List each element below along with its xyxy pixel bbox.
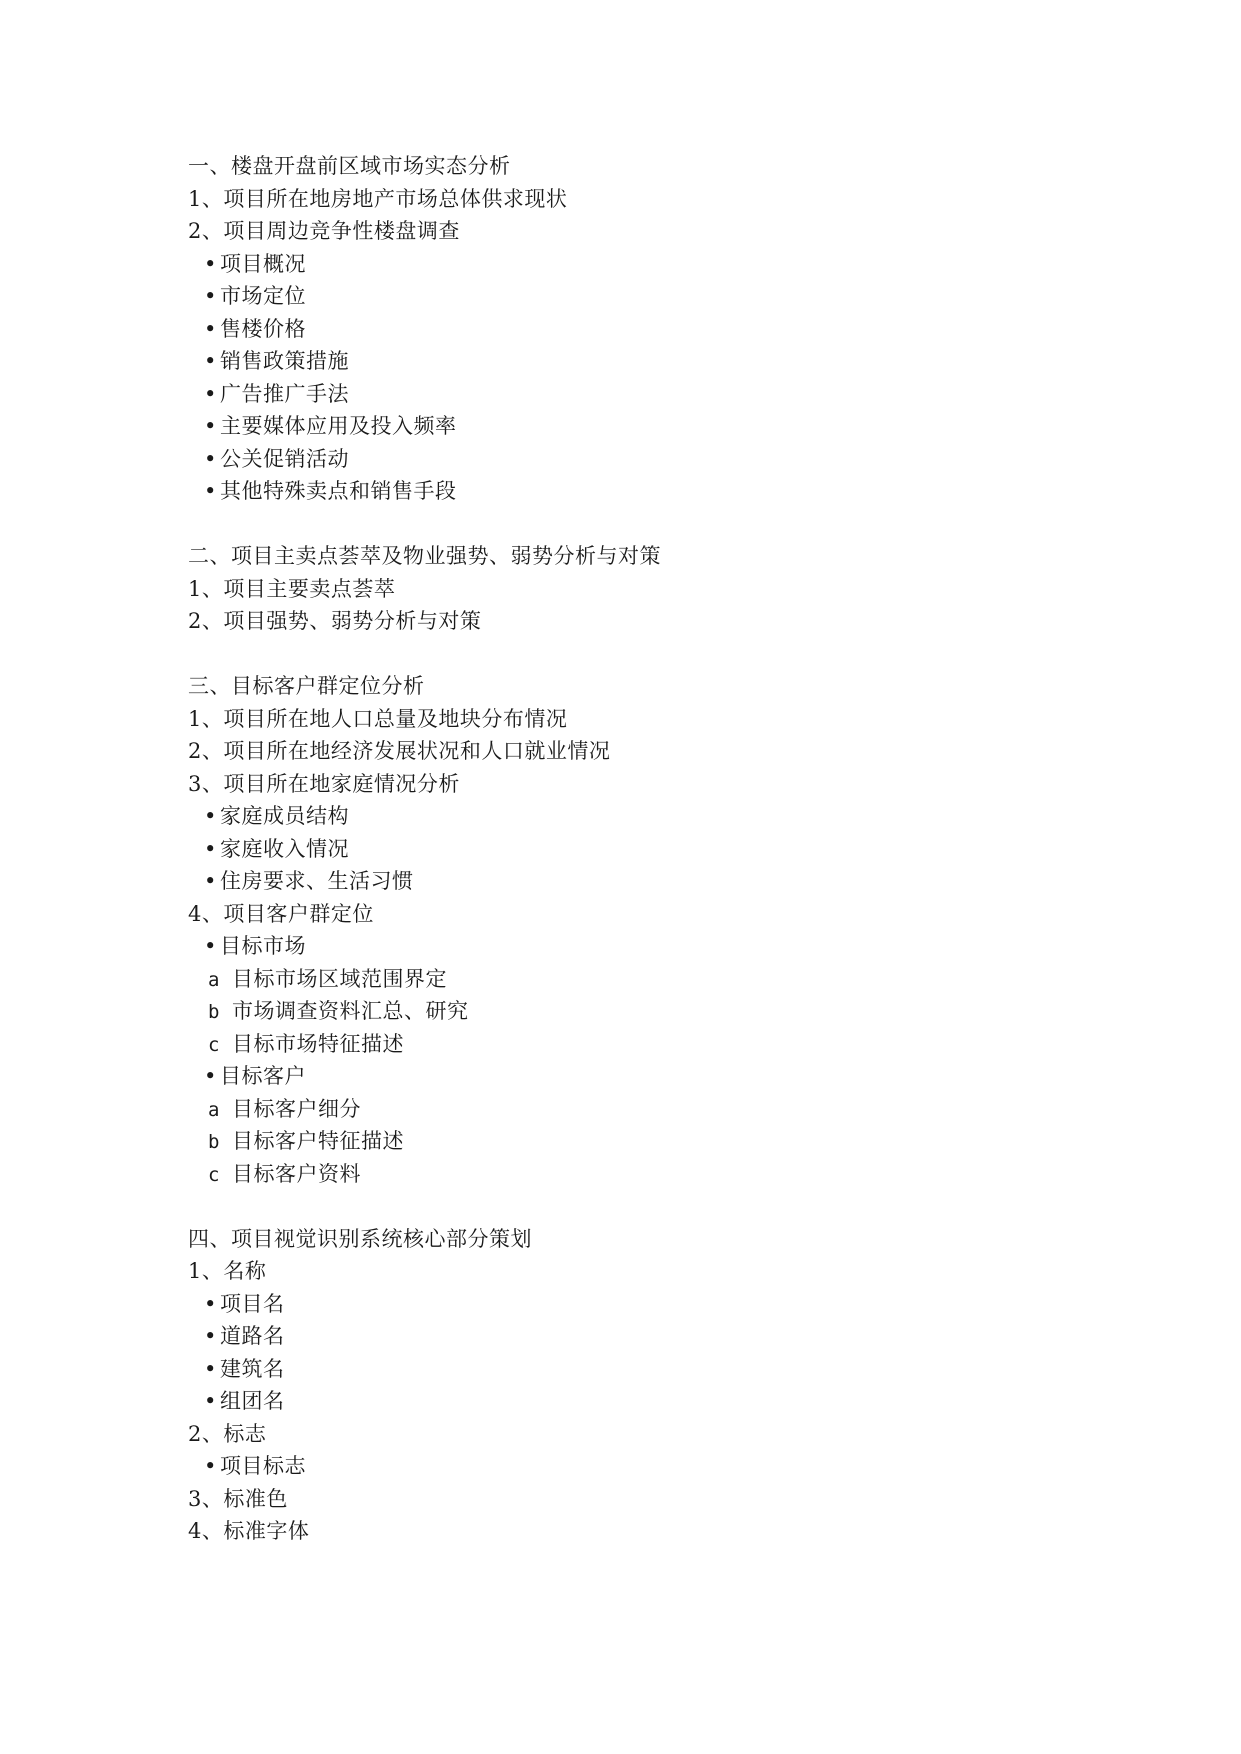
item-letter: c: [208, 1163, 220, 1186]
bullet-item-text: 市场定位: [220, 284, 306, 308]
bullet-item-text: 目标客户: [220, 1064, 306, 1088]
bullet-icon: •: [204, 804, 217, 828]
bullet-icon: •: [204, 316, 217, 341]
section-heading: 一、楼盘开盘前区域市场实态分析: [188, 154, 511, 178]
bullet-item-text: 售楼价格: [220, 316, 306, 341]
lettered-item: [188, 1125, 1088, 1158]
bullet-item-text: 道路名: [220, 1324, 285, 1348]
lettered-item: [188, 1158, 1088, 1191]
numbered-item: 4、标准字体: [188, 1519, 310, 1543]
bullet-item: [188, 410, 1088, 443]
bullet-item-text: 家庭成员结构: [220, 804, 349, 828]
section-heading: 四、项目视觉识别系统核心部分策划: [188, 1226, 532, 1251]
numbered-item: 1、项目所在地人口总量及地块分布情况: [188, 706, 568, 731]
bullet-item-text: 家庭收入情况: [220, 836, 349, 861]
numbered-item: 2、项目强势、弱势分析与对策: [188, 609, 482, 633]
numbered-item: 3、项目所在地家庭情况分析: [188, 771, 460, 796]
bullet-icon: •: [204, 1454, 217, 1478]
item-letter: b: [208, 1131, 220, 1153]
lettered-item: [188, 963, 1088, 996]
bullet-item: [188, 313, 1088, 346]
numbered-item: 2、标志: [188, 1421, 267, 1446]
bullet-icon: •: [204, 1291, 217, 1316]
bullet-icon: •: [204, 414, 217, 438]
lettered-item: [188, 1028, 1088, 1061]
lettered-item: [188, 995, 1088, 1028]
bullet-item-text: 建筑名: [220, 1356, 285, 1381]
bullet-item: [188, 833, 1088, 866]
bullet-item: [188, 930, 1088, 963]
bullet-item-text: 公关促销活动: [220, 446, 349, 471]
bullet-item: [188, 378, 1088, 411]
bullet-icon: •: [204, 446, 217, 471]
section-heading: 二、项目主卖点荟萃及物业强势、弱势分析与对策: [188, 544, 661, 568]
bullet-item: [188, 1060, 1088, 1093]
lettered-item-text: 市场调查资料汇总、研究: [232, 999, 469, 1023]
bullet-item: [188, 800, 1088, 833]
bullet-item: [188, 345, 1088, 378]
bullet-icon: •: [204, 349, 217, 373]
item-letter: a: [208, 1098, 220, 1121]
bullet-icon: •: [204, 1389, 217, 1413]
bullet-item: [188, 1450, 1088, 1483]
bullet-item-text: 项目名: [220, 1291, 285, 1316]
lettered-item-text: 目标市场特征描述: [232, 1031, 404, 1056]
bullet-item-text: 组团名: [220, 1389, 285, 1413]
bullet-item: [188, 248, 1088, 281]
bullet-item-text: 主要媒体应用及投入频率: [220, 414, 457, 438]
bullet-item: [188, 1320, 1088, 1353]
bullet-item: [188, 475, 1088, 508]
numbered-item: 3、标准色: [188, 1486, 288, 1511]
bullet-icon: •: [204, 1324, 217, 1348]
lettered-item-text: 目标客户特征描述: [232, 1129, 404, 1153]
bullet-item: [188, 280, 1088, 313]
bullet-icon: •: [204, 836, 217, 861]
numbered-item: 1、项目所在地房地产市场总体供求现状: [188, 186, 568, 211]
bullet-item-text: 项目概况: [220, 251, 306, 276]
section-spacer: [188, 638, 1088, 671]
bullet-icon: •: [204, 869, 217, 893]
bullet-item: [188, 1385, 1088, 1418]
lettered-item-text: 目标客户细分: [232, 1096, 361, 1121]
bullet-icon: •: [204, 934, 217, 958]
bullet-icon: •: [204, 1356, 217, 1381]
bullet-item-text: 住房要求、生活习惯: [220, 869, 414, 893]
lettered-item-text: 目标市场区域范围界定: [232, 966, 447, 991]
numbered-item: 2、项目所在地经济发展状况和人口就业情况: [188, 739, 611, 763]
bullet-item-text: 项目标志: [220, 1454, 306, 1478]
section-heading: 三、目标客户群定位分析: [188, 674, 425, 698]
bullet-item: [188, 1288, 1088, 1321]
numbered-item: 4、项目客户群定位: [188, 901, 374, 926]
bullet-item-text: 销售政策措施: [220, 349, 349, 373]
bullet-item: [188, 865, 1088, 898]
bullet-icon: •: [204, 251, 217, 276]
bullet-item-text: 广告推广手法: [220, 381, 349, 406]
document-outline: [188, 150, 1088, 1548]
item-letter: a: [208, 968, 220, 991]
numbered-item: 1、项目主要卖点荟萃: [188, 576, 396, 601]
item-letter: b: [208, 1001, 220, 1023]
bullet-icon: •: [204, 479, 217, 503]
section-spacer: [188, 1190, 1088, 1223]
item-letter: c: [208, 1033, 220, 1056]
bullet-icon: •: [204, 284, 217, 308]
bullet-item-text: 目标市场: [220, 934, 306, 958]
lettered-item-text: 目标客户资料: [232, 1161, 361, 1186]
numbered-item: 2、项目周边竞争性楼盘调查: [188, 219, 460, 243]
bullet-icon: •: [204, 1064, 217, 1088]
bullet-item: [188, 443, 1088, 476]
section-spacer: [188, 508, 1088, 541]
bullet-icon: •: [204, 381, 217, 406]
bullet-item-text: 其他特殊卖点和销售手段: [220, 479, 457, 503]
bullet-item: [188, 1353, 1088, 1386]
numbered-item: 1、名称: [188, 1259, 267, 1283]
lettered-item: [188, 1093, 1088, 1126]
